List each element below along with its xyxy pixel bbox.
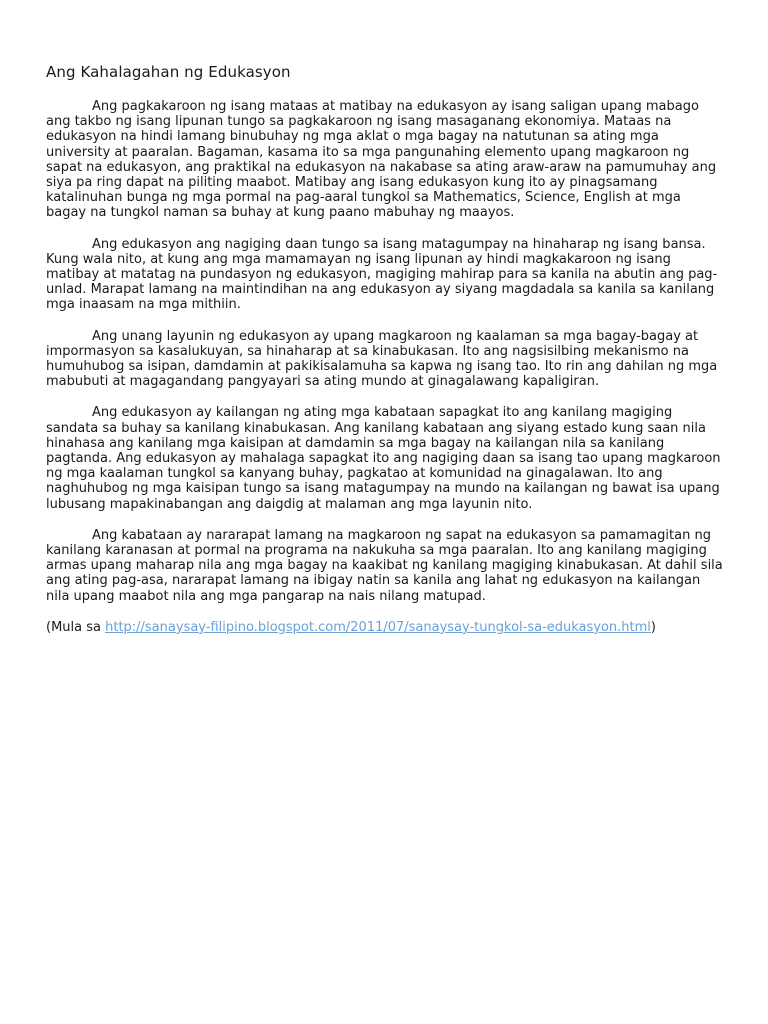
paragraph: Ang edukasyon ang nagiging daan tungo sa isang matagumpay na hinaharap ng isang bansa. Kung wala nito, at kung ang mga mamamayan ng isang lipunan ay hindi magkakaroon ng isang matibay at matatag na pundasyon ng edukasyon, magiging mahirap para sa kanila na abutin ang pag-unlad. Marapat lamang na maintindihan na ang edukasyon ay siyang magdadala sa kanila sa kanilang mga inaasam na mga mithiin. <box>46 236 718 313</box>
source-link[interactable]: http://sanaysay-filipino.blogspot.com/2011/07/sanaysay-tungkol-sa-edukasyon.html <box>105 619 651 635</box>
source-prefix: (Mula sa <box>46 619 106 635</box>
paragraph: Ang pagkakaroon ng isang mataas at matibay na edukasyon ay isang saligan upang mabago ang takbo ng isang lipunan tungo sa pagkakaroon ng isang masaganang ekonomiya. Mataas na edukasyon na hindi lamang binubuhay ng mga aklat o mga bagay na natutunan sa ating mga university at paaralan. Bagaman, kasama ito sa mga pangunahing elemento upang magkaroon ng sapat na edukasyon, ang praktikal na edukasyon na nakabase sa ating araw-araw na pamumuhay ang siya pa ring dapat na piliting maabot. Matibay ang isang edukasyon kung ito ay pinagsamang katalinuhan bunga ng mga pormal na pag-aaral tungkol sa Mathematics, Science, English at mga bagay na tungkol naman sa buhay at kung paano mabuhay ng maayos. <box>46 99 717 221</box>
source-suffix: ) <box>650 619 656 635</box>
paragraph: Ang unang layunin ng edukasyon ay upang magkaroon ng kaalaman sa mga bagay-bagay at impormasyon sa kasalukuyan, sa hinaharap at sa kinabukasan. Ito ang nagsisilbing mekanismo na humuhubog sa isipan, damdamin at pakikisalamuha sa kapwa ng isang tao. Ito rin ang dahilan ng mga mabubuti at magagandang pangyayari sa ating mundo at ginagalawang kapaligiran. <box>46 328 718 390</box>
document-page <box>46 62 724 635</box>
paragraph: Ang edukasyon ay kailangan ng ating mga kabataan sapagkat ito ang kanilang magiging sandata sa buhay sa kanilang kinabukasan. Ang kanilang kabataan ang siyang estado kung saan nila hinahasa ang kanilang mga kaisipan at damdamin sa mga bagay na kailangan nila sa kanilang pagtanda. Ang edukasyon ay mahalaga sapagkat ito ang nagiging daan sa isang tao upang magkaroon ng mga kaalaman tungkol sa kanyang buhay, pagkatao at komunidad na ginagalawan. Ito ang naghuhubog ng mga kaisipan tungo sa isang matagumpay na mundo na kailangan ng bawat isa upang lubusang mapakinabangan ang daigdig at malaman ang mga layunin nito. <box>46 405 721 512</box>
source-citation <box>46 620 724 635</box>
document-title: Ang Kahalagahan ng Edukasyon <box>46 63 291 81</box>
paragraph: Ang kabataan ay nararapat lamang na magkaroon ng sapat na edukasyon sa pamamagitan ng kanilang karanasan at pormal na programa na nakukuha sa mga paaralan. Ito ang kanilang magiging armas upang maharap nila ang mga bagay na kaakibat ng kanilang magiging kinabukasan. At dahil sila ang ating pag-asa, nararapat lamang na ibigay natin sa kanila ang lahat ng edukasyon na kailangan nila upang maabot nila ang mga pangarap na nais nilang matupad. <box>46 527 723 604</box>
